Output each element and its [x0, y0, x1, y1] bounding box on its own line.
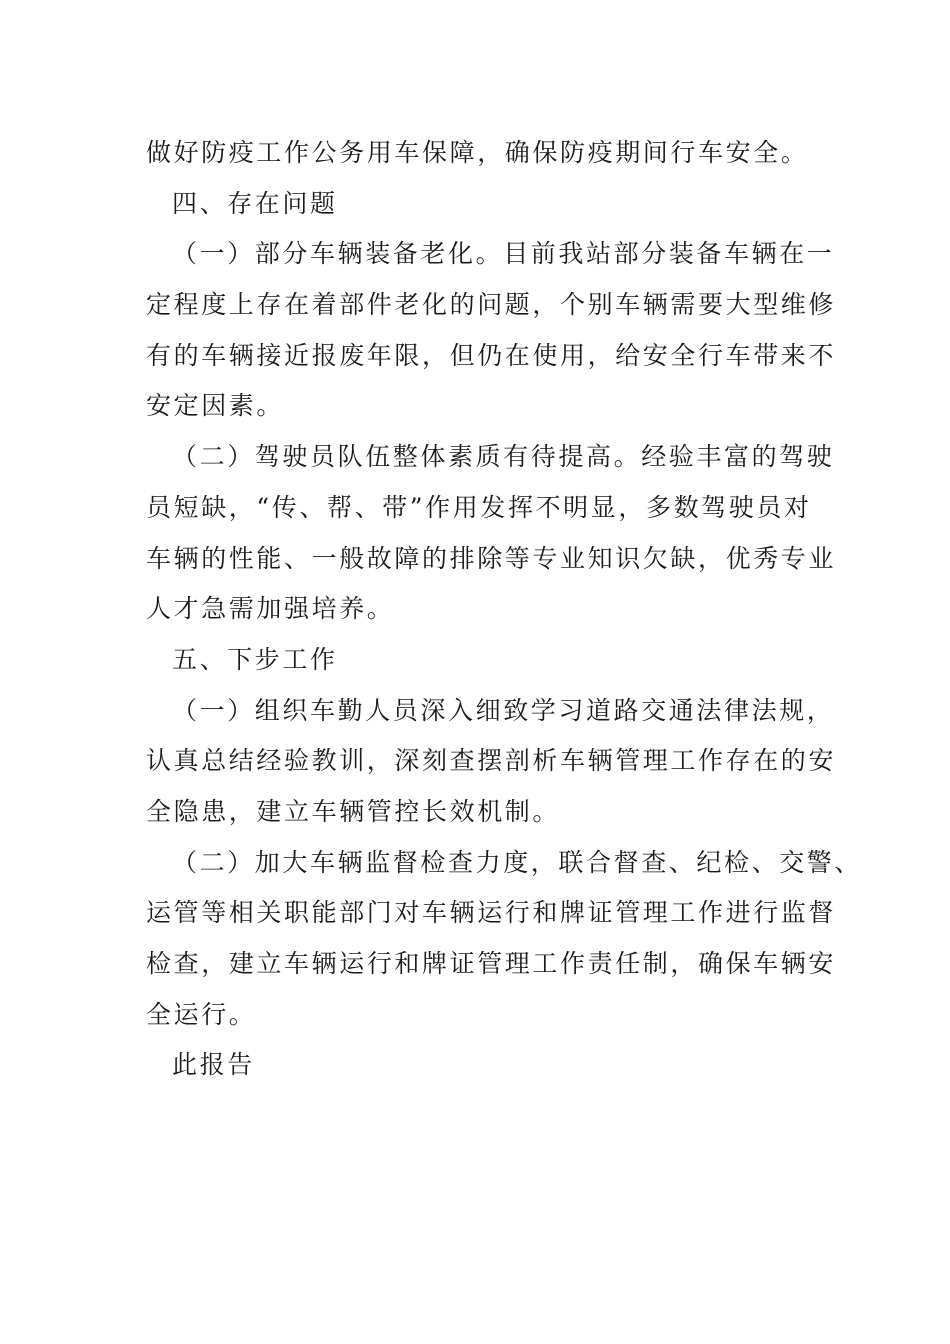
text-line: 员短缺，“传、帮、带”作用发挥不明显，多数驾驶员对 [146, 492, 812, 522]
text-line: 全隐患，建立车辆管控长效机制。 [146, 796, 561, 826]
text-line: （二）加大车辆监督检查力度，联合督查、纪检、交警、 [172, 847, 863, 877]
text-line: 定程度上存在着部件老化的问题，个别车辆需要大型维修 [146, 290, 837, 320]
document-body [146, 128, 863, 1091]
section-heading: 五、下步工作 [172, 644, 338, 674]
text-line: 做好防疫工作公务用车保障，确保防疫期间行车安全。 [146, 138, 809, 167]
closing-line: 此报告 [172, 1050, 255, 1080]
text-line: 运管等相关职能部门对车辆运行和牌证管理工作进行监督 [146, 898, 837, 928]
text-line: （一）组织车勤人员深入细致学习道路交通法律法规， [172, 695, 835, 725]
text-line: 认真总结经验教训，深刻查摆剖析车辆管理工作存在的安 [146, 746, 837, 776]
section-heading: 四、存在问题 [172, 188, 338, 218]
text-line: 安定因素。 [146, 391, 285, 421]
text-line: 全运行。 [146, 999, 257, 1029]
text-line: 人才急需加强培养。 [146, 594, 395, 624]
text-line: 车辆的性能、一般故障的排除等专业知识欠缺，优秀专业 [146, 543, 837, 573]
text-line: （二）驾驶员队伍整体素质有待提高。经验丰富的驾驶 [172, 442, 835, 472]
text-line: （一）部分车辆装备老化。目前我站部分装备车辆在一 [172, 239, 835, 269]
text-line: 检查，建立车辆运行和牌证管理工作责任制，确保车辆安 [146, 949, 837, 978]
text-line: 有的车辆接近报废年限，但仍在使用，给安全行车带来不 [146, 340, 837, 370]
